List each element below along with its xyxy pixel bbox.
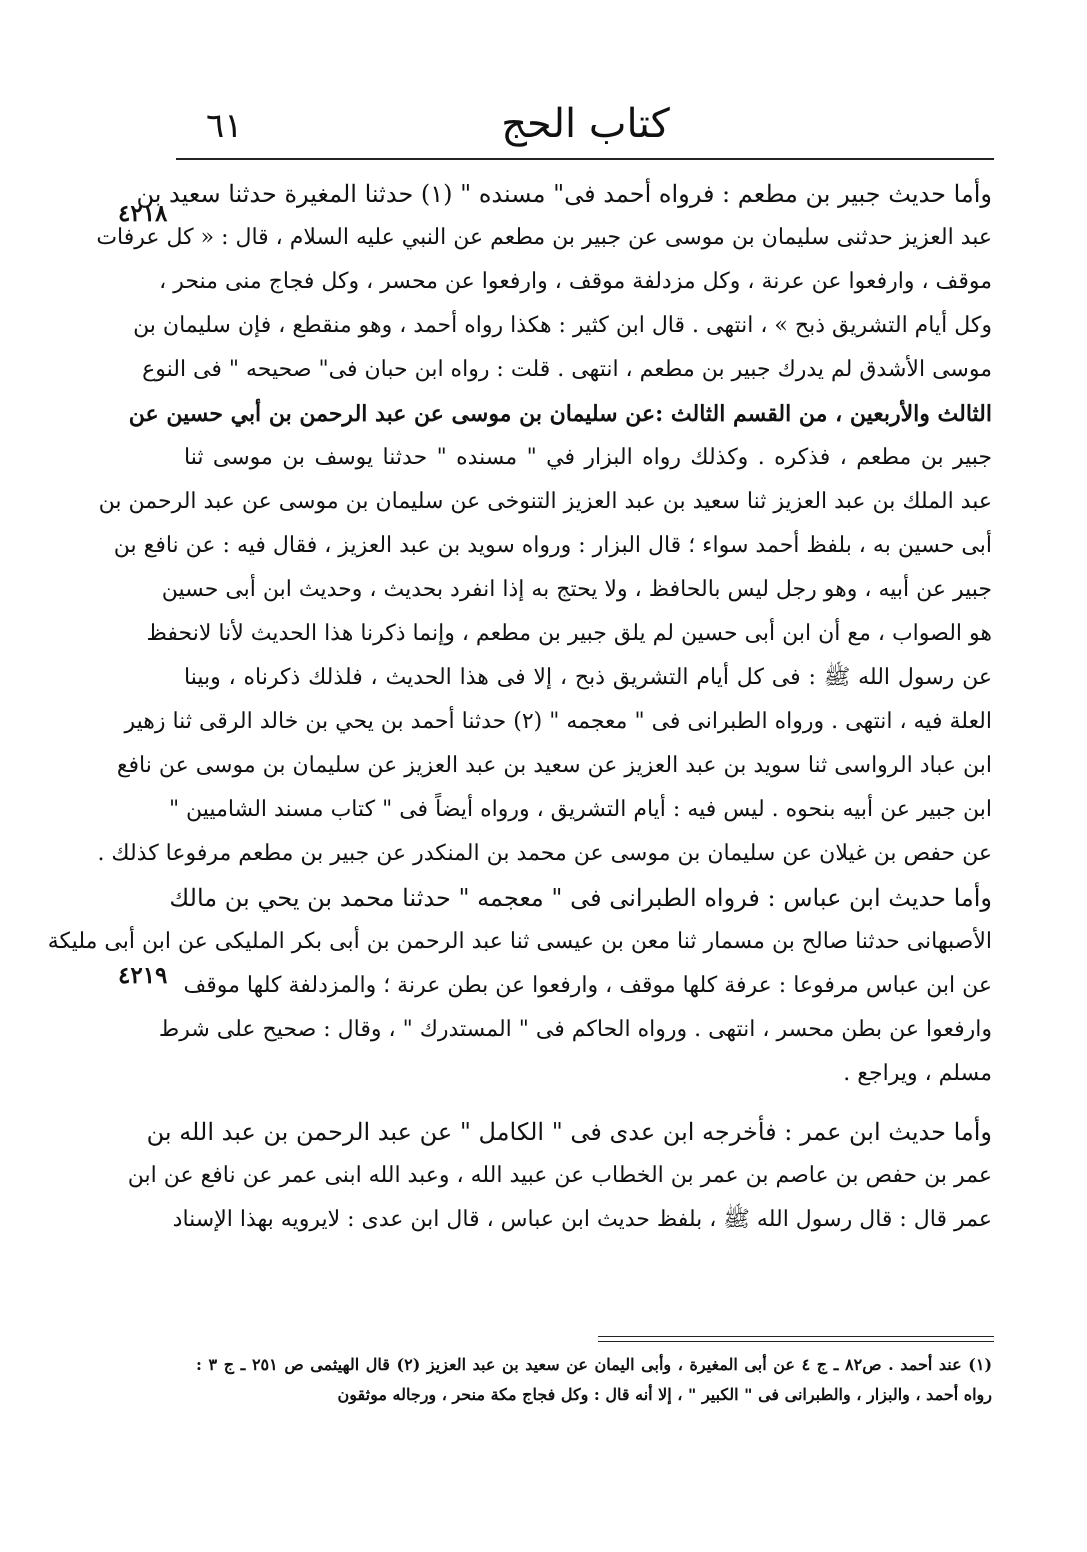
text-line: عبد العزيز حدثنى سليمان بن موسى عن جبير بن مطعم عن النبي عليه السلام ، قال : « كل عرفات bbox=[96, 225, 992, 250]
page-title: كتاب الحج bbox=[501, 101, 670, 147]
margin-number-4218: ٤٢١٨ bbox=[118, 200, 168, 227]
paragraph-gap bbox=[184, 1096, 992, 1110]
page-number: ٦١ bbox=[206, 106, 243, 146]
footnote-line: (١) عند أحمد . ص٨٢ ـ ج ٤ عن أبى المغيرة ، وأبى اليمان عن سعيد بن عبد العزيز (٢) قال الهيثمى ص ٢٥١ ـ ج ٣ : bbox=[196, 1355, 993, 1374]
text-line: ابن جبير عن أبيه بنحوه . ليس فيه : أيام التشريق ، ورواه أيضاً فى " كتاب مسند الشاميين " bbox=[168, 797, 992, 822]
text-line: مسلم ، ويراجع . bbox=[843, 1061, 992, 1086]
text-line: عمر بن حفص بن عاصم بن عمر بن الخطاب عن عبيد الله ، وعبد الله ابنى عمر عن نافع عن ابن bbox=[127, 1163, 992, 1188]
text-line: العلة فيه ، انتهى . ورواه الطبرانى فى " معجمه " (٢) حدثنا أحمد بن يحي بن خالد الرقى ثنا زهير bbox=[124, 709, 992, 734]
footnote-line: رواه أحمد ، والبزار ، والطبرانى فى " الكبير " ، إلا أنه قال : وكل فجاج مكة منحر ، ورجاله موثقون bbox=[337, 1385, 992, 1404]
text-line: هو الصواب ، مع أن ابن أبى حسين لم يلق جبير بن مطعم ، وإنما ذكرنا هذا الحديث لأنا لانحفظ bbox=[146, 621, 992, 646]
footnote-rule bbox=[598, 1336, 994, 1342]
text-line: موسى الأشدق لم يدرك جبير بن مطعم ، انتهى . قلت : رواه ابن حبان فى" صحيحه " فى النوع bbox=[142, 357, 992, 382]
margin-number-4219: ٤٢١٩ bbox=[118, 962, 168, 989]
text-line: وأما حديث جبير بن مطعم : فرواه أحمد فى" مسنده " (١) حدثنا المغيرة حدثنا سعيد بن bbox=[136, 180, 992, 208]
text-line: أبى حسين به ، بلفظ أحمد سواء ؛ قال البزار : ورواه سويد بن عبد العزيز ، فقال فيه : عن نافع بن bbox=[113, 533, 992, 558]
text-line: عبد الملك بن عبد العزيز ثنا سعيد بن عبد العزيز التنوخى عن سليمان بن موسى عن عبد الرحمن بن bbox=[98, 489, 992, 514]
page-header bbox=[178, 96, 993, 156]
header-rule bbox=[176, 158, 994, 160]
text-line: عن ابن عباس مرفوعا : عرفة كلها موقف ، وارفعوا عن بطن عرنة ؛ والمزدلفة كلها موقف bbox=[183, 973, 992, 998]
text-line: ابن عباد الرواسى ثنا سويد بن عبد العزيز عن سعيد بن عبد العزيز عن سليمان بن موسى عن نافع bbox=[116, 753, 992, 778]
text-line: موقف ، وارفعوا عن عرنة ، وكل مزدلفة موقف ، وارفعوا عن محسر ، وكل فجاج منى منحر ، bbox=[159, 269, 992, 294]
text-line: الثالث والأربعين ، من القسم الثالث :عن سليمان بن موسى عن عبد الرحمن بن أبي حسين عن bbox=[128, 401, 992, 427]
text-line: وأما حديث ابن عمر : فأخرجه ابن عدى فى " الكامل " عن عبد الرحمن بن عبد الله بن bbox=[146, 1118, 992, 1146]
text-line: عمر قال : قال رسول الله ﷺ ، بلفظ حديث ابن عباس ، قال ابن عدى : لايرويه بهذا الإسناد bbox=[172, 1207, 992, 1232]
footnotes bbox=[196, 1350, 992, 1410]
text-line: جبير عن أبيه ، وهو رجل ليس بالحافظ ، ولا يحتج به إذا انفرد بحديث ، وحديث ابن أبى حسين bbox=[161, 577, 992, 602]
text-line: عن حفص بن غيلان عن سليمان بن موسى عن محمد بن المنكدر عن جبير بن مطعم مرفوعا كذلك . bbox=[97, 841, 992, 866]
text-line: وكل أيام التشريق ذبح » ، انتهى . قال ابن كثير : هكذا رواه أحمد ، وهو منقطع ، فإن سليمان بن bbox=[133, 313, 992, 338]
text-line: وارفعوا عن بطن محسر ، انتهى . ورواه الحاكم فى " المستدرك " ، وقال : صحيح على شرط bbox=[158, 1017, 992, 1042]
text-line: وأما حديث ابن عباس : فرواه الطبرانى فى " معجمه " حدثنا محمد بن يحي بن مالك bbox=[169, 884, 992, 912]
text-line: جبير بن مطعم ، فذكره . وكذلك رواه البزار في " مسنده " حدثنا يوسف بن موسى ثنا bbox=[184, 445, 992, 470]
text-line: عن رسول الله ﷺ : فى كل أيام التشريق ذبح ، إلا فى هذا الحديث ، فلذلك ذكرناه ، وبينا bbox=[184, 665, 992, 690]
text-line: الأصبهانى حدثنا صالح بن مسمار ثنا معن بن عيسى ثنا عبد الرحمن بن أبى بكر المليكى عن ابن أبى مليكة bbox=[47, 929, 992, 954]
